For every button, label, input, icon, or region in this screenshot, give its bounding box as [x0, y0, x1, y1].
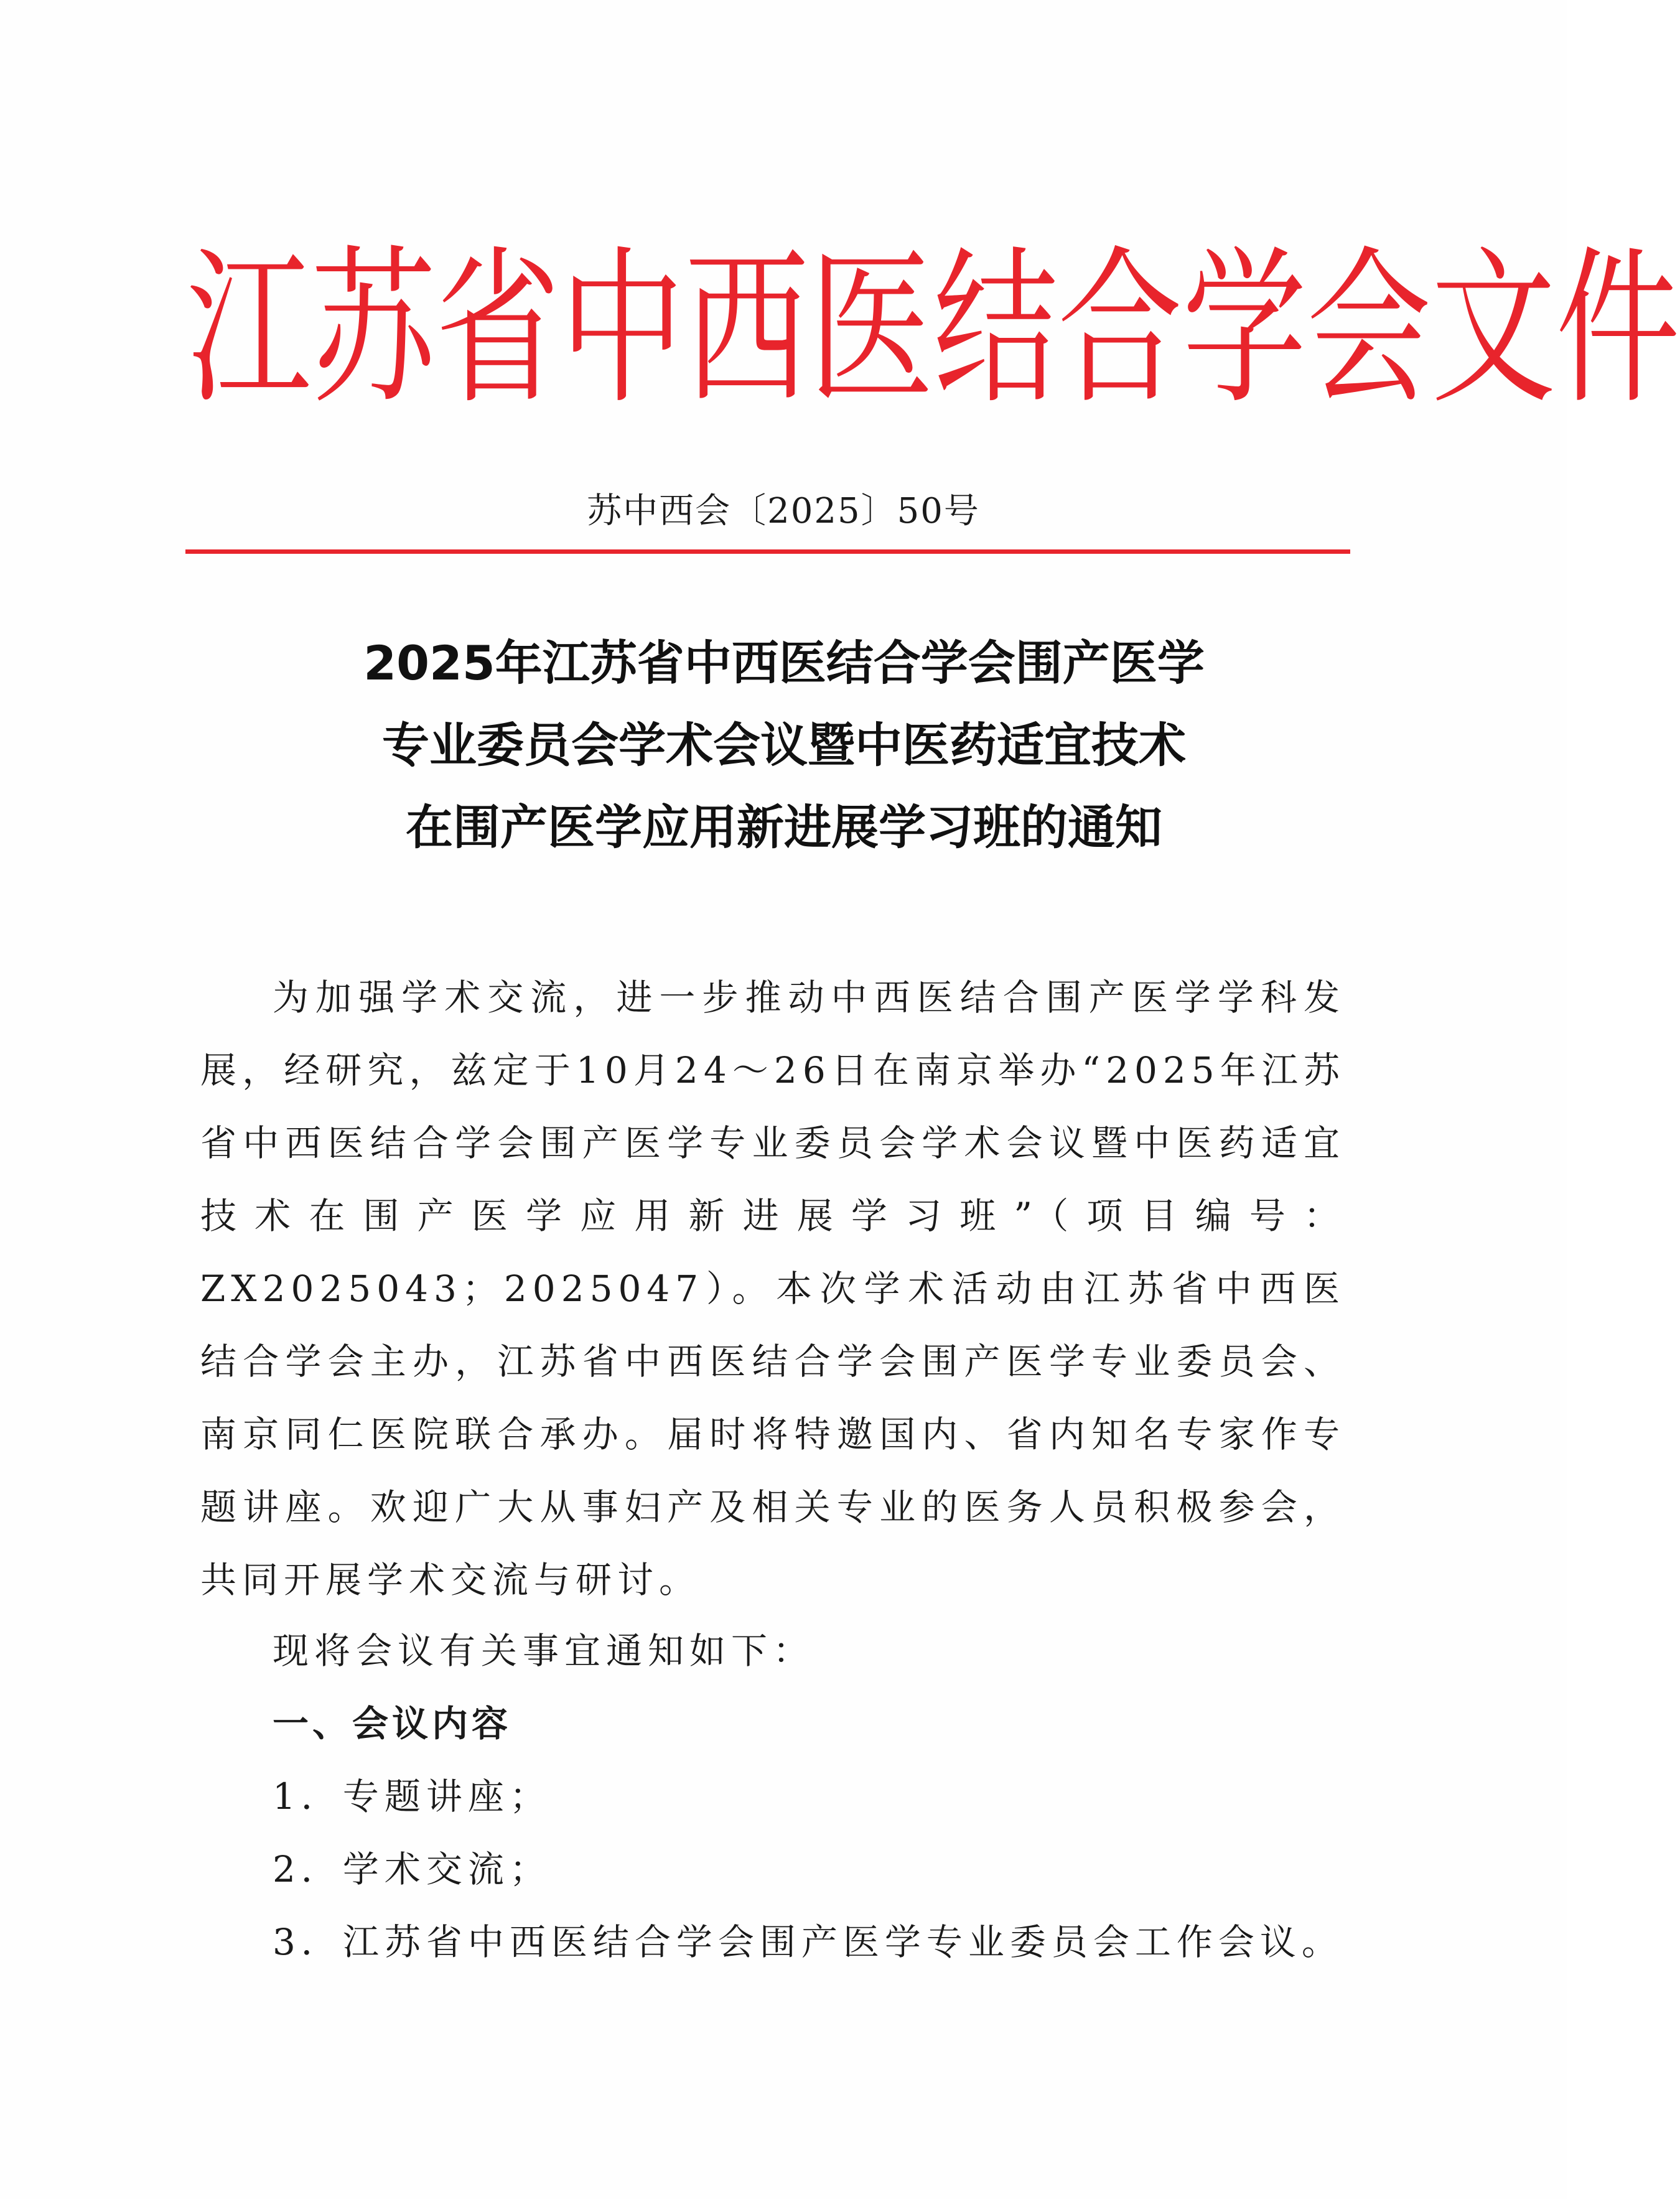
body-text	[200, 961, 1345, 1617]
section-heading-meeting-content: 一、会议内容	[273, 1702, 512, 1745]
masthead-title	[187, 208, 1680, 452]
masthead-char: 文	[1431, 231, 1556, 427]
title-line-3: 在围产医学应用新进展学习班的通知	[406, 800, 1162, 855]
masthead-char: 会	[1307, 231, 1432, 427]
document-number: 苏中西会〔2025〕50号	[587, 491, 980, 531]
masthead-char: 合	[1058, 231, 1183, 427]
masthead-char: 江	[187, 231, 312, 427]
masthead-char: 件	[1556, 231, 1680, 427]
masthead-char: 西	[684, 231, 810, 427]
list-item: 3．江苏省中西医结合学会围产医学专业委员会工作会议。	[273, 1921, 1343, 1963]
list-item: 2．学术交流；	[273, 1848, 551, 1890]
list-item: 1．专题讲座；	[273, 1775, 551, 1818]
title-line-1: 2025年江苏省中西医结合学会围产医学	[363, 635, 1205, 691]
masthead-char: 结	[933, 231, 1058, 427]
intro-paragraph: 为加强学术交流，进一步推动中西医结合围产医学学科发展，经研究，兹定于10月24～26日在南京举办“2025年江苏省中西医结合学会围产医学专业委员会学术会议暨中医药适宜技术在围产医学应用新进展学习班”（项目编号：ZX2025043；2025047）。本次学术活动由江苏省中西医结合学会主办，江苏省中西医结合学会围产医学专业委员会、南京同仁医院联合承办。届时将特邀国内、省内知名专家作专题讲座。欢迎广大从事妇产及相关专业的医务人员积极参会，共同开展学术交流与研讨。	[200, 976, 1345, 1601]
red-divider-line	[185, 549, 1350, 554]
masthead-char: 医	[809, 231, 934, 427]
notice-lead-line: 现将会议有关事宜通知如下：	[273, 1630, 815, 1672]
masthead-char: 中	[560, 231, 685, 427]
title-line-2: 专业委员会学术会议暨中医药适宜技术	[382, 717, 1186, 773]
masthead-char: 学	[1182, 231, 1307, 427]
masthead-char: 省	[436, 231, 561, 427]
masthead-char: 苏	[311, 231, 436, 427]
notice-title	[162, 622, 1406, 869]
